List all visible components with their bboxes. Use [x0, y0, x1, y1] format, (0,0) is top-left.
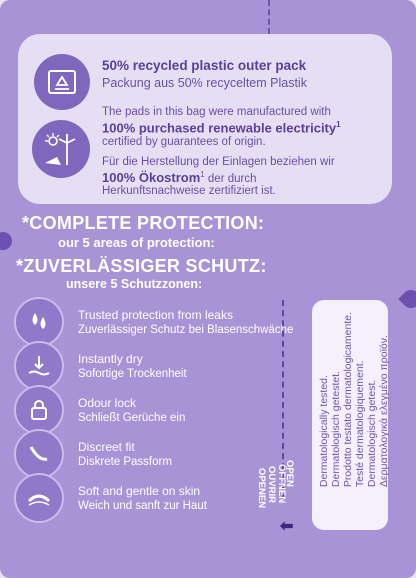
- feature-item: [14, 432, 172, 476]
- open-label: OPENEN: [256, 468, 267, 509]
- feature-de: Sofortige Trockenheit: [78, 368, 187, 380]
- open-label: OUVRIR: [266, 466, 277, 503]
- feature-item: [14, 300, 293, 344]
- feature-en: Soft and gentle on skin: [78, 484, 201, 498]
- recycle-icon: [34, 54, 90, 110]
- dry-layer-icon: [14, 341, 64, 391]
- wind-solar-icon: [32, 120, 90, 178]
- arrow-left-icon: ⬅: [280, 518, 294, 535]
- flower-decoration-icon: [0, 228, 16, 253]
- recycle-title: 50% recycled plastic outer pack: [102, 58, 307, 73]
- feature-en: Odour lock: [78, 396, 137, 410]
- open-label: OPEN: [284, 460, 295, 487]
- recycle-subtitle: Packung aus 50% recyceltem Plastik: [102, 76, 307, 90]
- feature-item: [14, 388, 185, 432]
- protection-sub-en: our 5 areas of protection:: [58, 235, 215, 250]
- dermatology-card: [312, 300, 388, 530]
- energy-en-line-1: The pads in this bag were manufactured with: [102, 106, 331, 118]
- dermatology-text: Dermatologically tested. Dermatologisch getestet. Prodotto testato dermatologicamente. Testé dermatologiquement. Dermatologisch getest. Δερματολογικά ελεγμένο προϊόν.: [318, 312, 390, 488]
- open-tab[interactable]: [256, 300, 306, 550]
- energy-de-line-1: Für die Herstellung der Einlagen beziehen wir: [102, 156, 335, 168]
- feature-en: Instantly dry: [78, 352, 143, 366]
- energy-en-line-2: certified by guarantees of origin.: [102, 136, 266, 148]
- feature-de: Weich und sanft zur Haut: [78, 500, 207, 512]
- feature-item: [14, 344, 187, 388]
- energy-de-line-bold: 100% Ökostrom$^1$ der durch: [102, 170, 257, 185]
- feature-de: Zuverlässiger Schutz bei Blasenschwäche: [78, 324, 294, 336]
- feature-en: Discreet fit: [78, 440, 135, 454]
- open-label: ÖFFNEN: [276, 464, 287, 504]
- protection-sub-de: unsere 5 Schutzzonen:: [66, 277, 203, 291]
- protection-heading-de: *ZUVERLÄSSIGER SCHUTZ:: [16, 256, 267, 276]
- pad-icon: [14, 429, 64, 479]
- flower-decoration-icon: [398, 286, 416, 311]
- protection-heading-en: *COMPLETE PROTECTION:: [22, 213, 265, 233]
- feature-item: [14, 476, 207, 520]
- sustainability-card: [18, 34, 392, 204]
- feature-de: Diskrete Passform: [78, 456, 172, 468]
- drops-icon: [14, 297, 64, 347]
- feature-en: Trusted protection from leaks: [78, 308, 233, 322]
- energy-en-bold: 100% purchased renewable electricity$^1$: [102, 120, 341, 136]
- top-perforation-line: [268, 0, 270, 34]
- lock-icon: [14, 385, 64, 435]
- soft-pad-icon: [14, 473, 64, 523]
- feature-de: Schließt Gerüche ein: [78, 412, 186, 424]
- energy-de-line-2: Herkunftsnachweise zertifiziert ist.: [102, 185, 276, 197]
